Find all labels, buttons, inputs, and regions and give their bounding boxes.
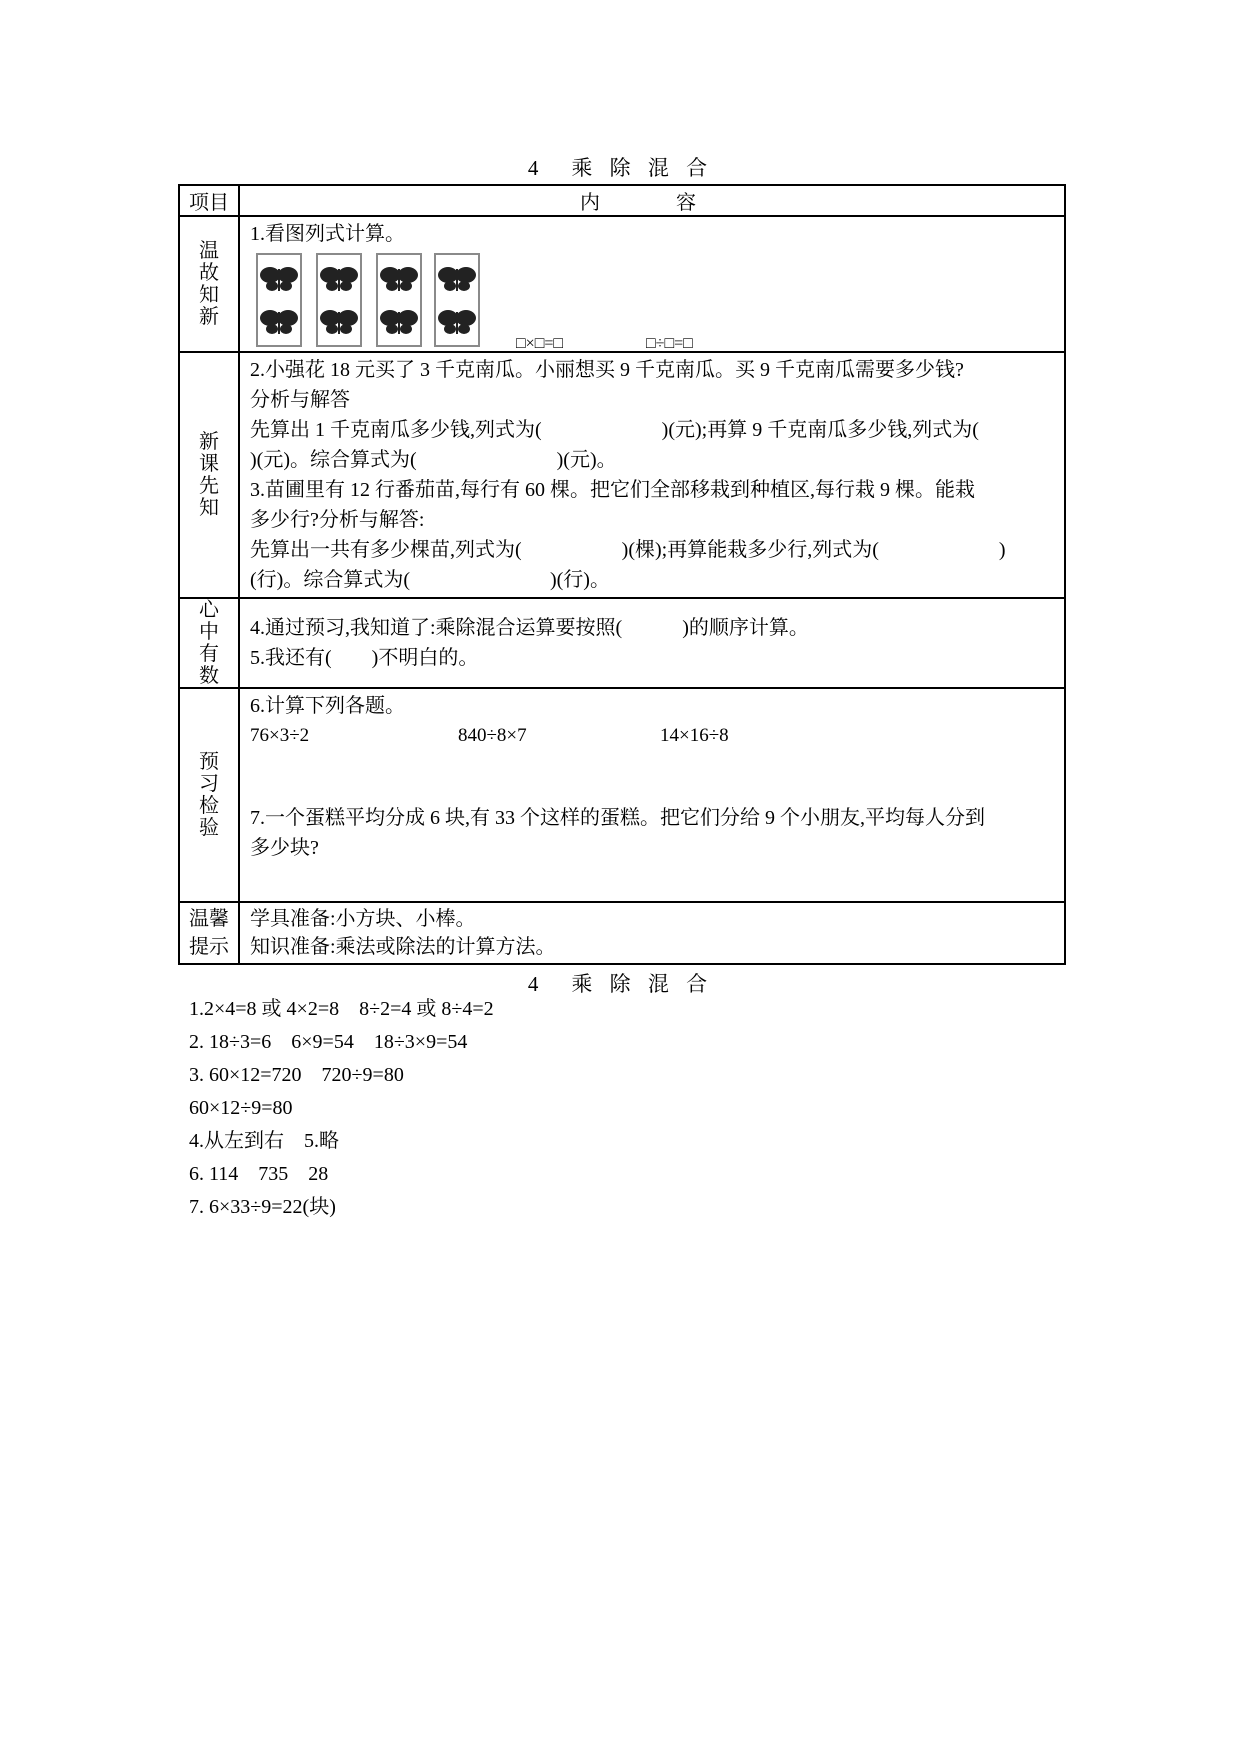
calc-problem: 840÷8×7 <box>458 725 527 746</box>
butterfly-card <box>434 253 480 347</box>
row-content-check <box>239 688 1065 902</box>
text-line: (行)。综合算式为( )(行)。 <box>250 569 610 591</box>
answer-line: 2. 18÷3=6 6×9=54 18÷3×9=54 <box>189 1031 468 1053</box>
calc-problem: 14×16÷8 <box>660 725 729 746</box>
answer-line: 1.2×4=8 或 4×2=8 8÷2=4 或 8÷4=2 <box>189 998 494 1020</box>
row-label-review: 温 故 知 新 <box>179 216 239 352</box>
row-label-reflect: 心 中 有 数 <box>179 598 239 688</box>
answer-line: 4.从左到右 5.略 <box>189 1130 339 1152</box>
butterfly-card <box>376 253 422 347</box>
calc-problem: 76×3÷2 <box>250 725 310 746</box>
butterfly-icon <box>380 310 418 334</box>
row-content-review <box>239 216 1065 352</box>
row-content-reflect <box>239 598 1065 688</box>
header-content: 内 容 <box>239 185 1065 216</box>
table-header-row <box>179 185 1065 216</box>
question-4: 4.通过预习,我知道了:乘除混合运算要按照( )的顺序计算。 <box>250 617 809 639</box>
table-row <box>179 352 1065 598</box>
answers-title: 4 乘 除 混 合 <box>527 972 714 996</box>
question-3: 3.苗圃里有 12 行番茄苗,每行有 60 棵。把它们全部移栽到种植区,每行栽 9 棵。能栽 <box>250 479 975 501</box>
row-label-preview: 新 课 先 知 <box>179 352 239 598</box>
multiplication-blank: □×□=□ <box>516 335 564 352</box>
tip-knowledge: 知识准备:乘法或除法的计算方法。 <box>250 936 556 958</box>
page-title: 4 乘 除 混 合 <box>527 156 714 180</box>
butterfly-picture <box>250 249 1056 352</box>
butterfly-icon <box>438 310 476 334</box>
answer-line: 7. 6×33÷9=22(块) <box>189 1196 336 1218</box>
question-2: 2.小强花 18 元买了 3 千克南瓜。小丽想买 9 千克南瓜。买 9 千克南瓜需要多少钱? <box>250 359 964 381</box>
calc-problems <box>250 721 1056 749</box>
butterfly-icon <box>320 310 358 334</box>
text-line: 多少块? <box>250 837 319 859</box>
answer-key <box>189 993 494 1224</box>
answer-line: 3. 60×12=720 720÷9=80 <box>189 1064 404 1086</box>
text-line: 分析与解答 <box>250 389 350 411</box>
butterfly-icon <box>438 267 476 291</box>
butterfly-icon <box>260 267 298 291</box>
question-1: 1.看图列式计算。 <box>250 223 405 245</box>
question-5: 5.我还有( )不明白的。 <box>250 647 479 669</box>
answer-line: 60×12÷9=80 <box>189 1097 293 1119</box>
header-item: 项目 <box>179 185 239 216</box>
row-label-check: 预 习 检 验 <box>179 688 239 902</box>
text-line: )(元)。综合算式为( )(元)。 <box>250 449 617 471</box>
row-content-preview <box>239 352 1065 598</box>
table-row <box>179 688 1065 902</box>
table-row <box>179 902 1065 964</box>
question-7: 7.一个蛋糕平均分成 6 块,有 33 个这样的蛋糕。把它们分给 9 个小朋友,平均每人分到 <box>250 807 985 829</box>
butterfly-card <box>316 253 362 347</box>
lesson-table <box>178 184 1066 965</box>
butterfly-icon <box>260 310 298 334</box>
butterfly-card <box>256 253 302 347</box>
answer-line: 6. 114 735 28 <box>189 1163 329 1185</box>
text-line: 先算出 1 千克南瓜多少钱,列式为( )(元);再算 9 千克南瓜多少钱,列式为( <box>250 419 979 441</box>
table-row <box>179 598 1065 688</box>
tip-tools: 学具准备:小方块、小棒。 <box>250 908 476 930</box>
division-blank: □÷□=□ <box>646 335 693 352</box>
butterfly-icon <box>320 267 358 291</box>
row-label-tips: 温馨 提示 <box>179 902 239 964</box>
row-content-tips <box>239 902 1065 964</box>
question-6: 6.计算下列各题。 <box>250 695 405 717</box>
butterfly-icon <box>380 267 418 291</box>
table-row <box>179 216 1065 352</box>
text-line: 先算出一共有多少棵苗,列式为( )(棵);再算能栽多少行,列式为( ) <box>250 539 1006 561</box>
text-line: 多少行?分析与解答: <box>250 509 425 531</box>
